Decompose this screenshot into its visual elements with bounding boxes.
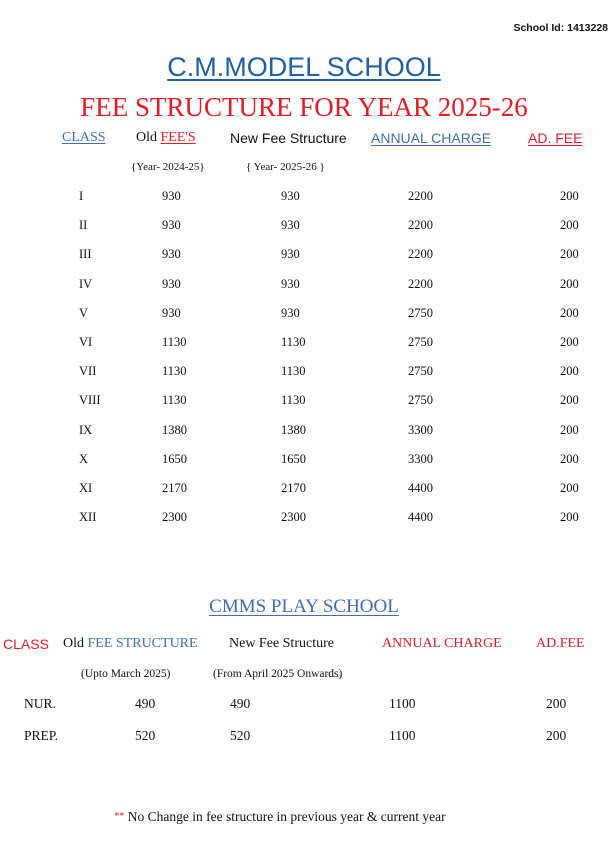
cell-old-fee: 930 xyxy=(162,276,181,291)
cell-annual-charge: 3300 xyxy=(408,451,433,466)
cell-ad-fee: 200 xyxy=(560,510,579,525)
play-header-old-prefix: Old xyxy=(63,636,84,651)
header-old-fees-label: FEE'S xyxy=(160,130,196,145)
table-row xyxy=(0,364,608,384)
cell-annual-charge: 4400 xyxy=(408,510,433,525)
cell-annual-charge: 2200 xyxy=(408,218,433,233)
cell-class: V xyxy=(79,305,89,320)
cell-class: XI xyxy=(79,481,93,495)
cell-old-fee: 1380 xyxy=(162,422,187,437)
cell-class: NUR. xyxy=(24,696,56,711)
cell-old-fee: 520 xyxy=(135,728,156,743)
school-name: C.M.MODEL SCHOOL xyxy=(167,52,441,82)
header-class: CLASS xyxy=(62,130,106,145)
cell-ad-fee: 200 xyxy=(546,696,567,711)
header-new-fee: New Fee Structure xyxy=(230,130,347,146)
cell-old-fee: 1130 xyxy=(162,335,187,349)
cell-old-fee: 2170 xyxy=(162,481,187,495)
play-header-annual-charge: ANNUAL CHARGE xyxy=(382,636,502,651)
header-old-fees xyxy=(136,130,196,146)
cell-new-fee: 2170 xyxy=(281,481,306,495)
cell-old-fee: 930 xyxy=(162,218,181,233)
table-row xyxy=(0,189,608,209)
cell-class: IX xyxy=(79,422,93,437)
footer-note xyxy=(0,809,560,825)
table-row xyxy=(0,393,608,413)
cell-ad-fee: 200 xyxy=(546,728,567,743)
cell-new-fee: 1380 xyxy=(281,422,306,437)
table-row xyxy=(0,306,608,326)
table-row xyxy=(0,247,608,267)
play-subheader-old-period: (Upto March 2025) xyxy=(81,668,171,680)
subheader-new-year: { Year- 2025-26 } xyxy=(246,161,325,173)
cell-new-fee: 1130 xyxy=(281,393,306,408)
cell-class: I xyxy=(79,189,84,203)
cell-class: XII xyxy=(79,510,97,525)
cell-new-fee: 1130 xyxy=(281,335,306,349)
cell-new-fee: 520 xyxy=(230,728,251,743)
cell-annual-charge: 2200 xyxy=(408,247,433,262)
cell-ad-fee: 200 xyxy=(560,335,579,349)
cell-class: IV xyxy=(79,276,93,291)
cell-class: VIII xyxy=(79,393,101,408)
cell-class: II xyxy=(79,218,88,233)
header-ad-fee: AD. FEE xyxy=(528,130,583,146)
cell-ad-fee: 200 xyxy=(560,247,579,262)
note-text: No Change in fee structure in previous year & current year xyxy=(127,809,446,824)
cell-new-fee: 1130 xyxy=(281,364,306,379)
cell-class: VI xyxy=(79,335,93,349)
table-row xyxy=(0,481,608,501)
cell-annual-charge: 2750 xyxy=(408,364,433,379)
cell-new-fee: 930 xyxy=(281,305,300,320)
play-subheader-new-period: (From April 2025 Onwards) xyxy=(213,668,343,680)
table-row xyxy=(0,335,608,355)
table-row xyxy=(0,696,608,716)
fee-structure-title: FEE STRUCTURE FOR YEAR 2025-26 xyxy=(80,92,528,122)
cell-ad-fee: 200 xyxy=(560,393,579,408)
header-old-prefix: Old xyxy=(136,130,157,145)
cell-new-fee: 930 xyxy=(281,247,300,262)
cell-new-fee: 930 xyxy=(281,276,300,291)
table-row xyxy=(0,510,608,530)
cell-ad-fee: 200 xyxy=(560,451,579,466)
cell-annual-charge: 2750 xyxy=(408,335,433,349)
play-header-old-fee xyxy=(63,636,198,652)
cell-new-fee: 490 xyxy=(230,696,251,711)
cell-class: PREP. xyxy=(24,728,59,743)
table-row xyxy=(0,452,608,472)
cell-ad-fee: 200 xyxy=(560,305,579,320)
header-annual-charge: ANNUAL CHARGE xyxy=(371,130,492,146)
cell-new-fee: 930 xyxy=(281,189,300,203)
cell-old-fee: 930 xyxy=(162,305,181,320)
cell-class: III xyxy=(79,247,92,262)
cell-old-fee: 930 xyxy=(162,247,181,262)
cell-annual-charge: 2200 xyxy=(408,276,433,291)
cell-old-fee: 2300 xyxy=(162,510,187,525)
table-row xyxy=(0,277,608,297)
play-header-class: CLASS xyxy=(3,636,49,652)
note-stars: ** xyxy=(114,811,125,822)
cell-annual-charge: 3300 xyxy=(408,422,433,437)
table-row xyxy=(0,423,608,443)
cell-annual-charge: 1100 xyxy=(389,728,416,743)
play-school-title: CMMS PLAY SCHOOL xyxy=(209,596,399,617)
cell-new-fee: 930 xyxy=(281,218,300,233)
cell-new-fee: 2300 xyxy=(281,510,306,525)
cell-old-fee: 1130 xyxy=(162,364,187,379)
cell-annual-charge: 2750 xyxy=(408,393,433,408)
cell-class: VII xyxy=(79,364,97,379)
cell-ad-fee: 200 xyxy=(560,276,579,291)
play-header-old-fee-label: FEE STRUCTURE xyxy=(87,636,198,651)
cell-new-fee: 1650 xyxy=(281,451,306,466)
cell-ad-fee: 200 xyxy=(560,189,579,203)
cell-annual-charge: 1100 xyxy=(389,696,416,711)
play-header-new-fee: New Fee Structure xyxy=(229,636,334,651)
cell-ad-fee: 200 xyxy=(560,218,579,233)
cell-old-fee: 490 xyxy=(135,696,156,711)
cell-ad-fee: 200 xyxy=(560,364,579,379)
school-id: School Id: 1413228 xyxy=(513,22,608,34)
cell-ad-fee: 200 xyxy=(560,481,579,495)
table-row xyxy=(0,728,608,748)
cell-old-fee: 1650 xyxy=(162,451,187,466)
table-row xyxy=(0,218,608,238)
cell-annual-charge: 2200 xyxy=(408,189,433,203)
cell-annual-charge: 2750 xyxy=(408,305,433,320)
play-header-ad-fee: AD.FEE xyxy=(536,636,585,651)
cell-annual-charge: 4400 xyxy=(408,481,433,495)
cell-ad-fee: 200 xyxy=(560,422,579,437)
subheader-old-year: {Year- 2024-25} xyxy=(131,161,205,173)
cell-old-fee: 1130 xyxy=(162,393,187,408)
cell-old-fee: 930 xyxy=(162,189,181,203)
cell-class: X xyxy=(79,451,89,466)
